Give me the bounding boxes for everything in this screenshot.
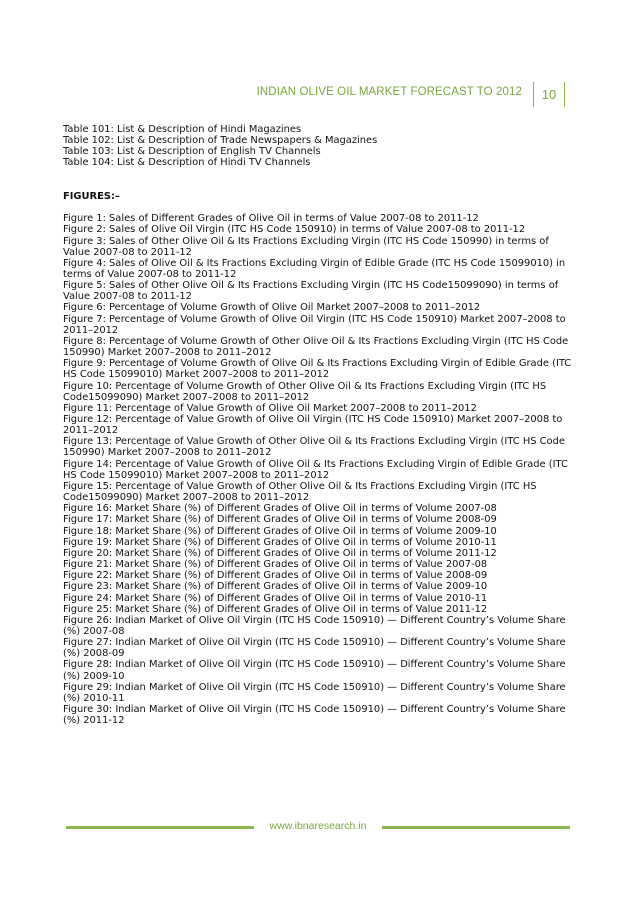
figure-list-line: Figure 7: Percentage of Volume Growth of Olive Oil Virgin (ITC HS Code 150910) Market 2007–2008 to bbox=[63, 313, 566, 325]
figure-list-line: Figure 25: Market Share (%) of Different Grades of Olive Oil in terms of Value 2011-12 bbox=[63, 603, 488, 615]
figure-list-line: Figure 23: Market Share (%) of Different Grades of Olive Oil in terms of Value 2009-10 bbox=[63, 581, 488, 593]
figure-list-line: (%) 2010-11 bbox=[63, 692, 125, 704]
footer-rule-right bbox=[382, 826, 570, 829]
figure-list-line: Figure 14: Percentage of Value Growth of Olive Oil & Its Fractions Excluding Virgin of Edible Grade (ITC bbox=[63, 458, 568, 470]
figure-list-line: (%) 2007-08 bbox=[63, 625, 125, 637]
figure-list-line: HS Code 15099010) Market 2007–2008 to 2011–2012 bbox=[63, 369, 330, 381]
figure-list-line: (%) 2008-09 bbox=[63, 648, 125, 660]
figure-list-line: Figure 27: Indian Market of Olive Oil Virgin (ITC HS Code 150910) — Different Country’s Volume Share bbox=[63, 637, 566, 649]
figure-list-line: Figure 8: Percentage of Volume Growth of Other Olive Oil & Its Fractions Excluding Virgin (ITC HS Code bbox=[63, 335, 569, 347]
figure-list-line: Figure 21: Market Share (%) of Different Grades of Olive Oil in terms of Value 2007-08 bbox=[63, 559, 488, 571]
table-list-item: Table 104: List & Description of Hindi TV Channels bbox=[63, 157, 311, 169]
figure-list-line: Figure 11: Percentage of Value Growth of Olive Oil Market 2007–2008 to 2011–2012 bbox=[63, 402, 477, 414]
footer-rule-left bbox=[66, 826, 254, 829]
spacer bbox=[63, 202, 571, 213]
figure-list-line: Figure 1: Sales of Different Grades of Olive Oil in terms of Value 2007-08 to 2011-12 bbox=[63, 213, 479, 225]
spacer bbox=[63, 169, 571, 180]
footer-url[interactable]: www.ibnaresearch.in bbox=[269, 820, 367, 832]
figure-list-line: terms of Value 2007-08 to 2011-12 bbox=[63, 268, 237, 280]
figure-list-line: Figure 5: Sales of Other Olive Oil & Its Fractions Excluding Virgin (ITC HS Code15099090) in terms of bbox=[63, 280, 559, 292]
figure-list-line: Code15099090) Market 2007–2008 to 2011–2012 bbox=[63, 391, 310, 403]
header-title: INDIAN OLIVE OIL MARKET FORECAST TO 2012 bbox=[256, 86, 522, 98]
figure-list-line: Figure 9: Percentage of Volume Growth of Olive Oil & Its Fractions Excluding Virgin of Edible Grade (ITC bbox=[63, 358, 572, 370]
figure-list-line: Value 2007-08 to 2011-12 bbox=[63, 291, 192, 303]
figure-list-line: Figure 13: Percentage of Value Growth of Other Olive Oil & Its Fractions Excluding Virgin (ITC HS Code bbox=[63, 436, 565, 448]
figure-list-line: (%) 2011-12 bbox=[63, 715, 125, 727]
table-list-item: Table 101: List & Description of Hindi Magazines bbox=[63, 124, 302, 135]
figure-list bbox=[63, 213, 571, 726]
figure-list-line: Figure 16: Market Share (%) of Different Grades of Olive Oil in terms of Volume 2007-08 bbox=[63, 503, 497, 515]
figure-list-line: (%) 2009-10 bbox=[63, 670, 125, 682]
figure-list-line: Figure 30: Indian Market of Olive Oil Virgin (ITC HS Code 150910) — Different Country’s Volume Share bbox=[63, 704, 566, 716]
page-number: 10 bbox=[533, 82, 565, 107]
figure-list-line: Figure 26: Indian Market of Olive Oil Virgin (ITC HS Code 150910) — Different Country’s Volume Share bbox=[63, 614, 566, 626]
figure-list-line: HS Code 15099010) Market 2007–2008 to 2011–2012 bbox=[63, 469, 330, 481]
figure-list-line: Code15099090) Market 2007–2008 to 2011–2012 bbox=[63, 492, 310, 504]
figure-list-line: Figure 6: Percentage of Volume Growth of Olive Oil Market 2007–2008 to 2011–2012 bbox=[63, 302, 481, 314]
figure-list-line: Figure 3: Sales of Other Olive Oil & Its Fractions Excluding Virgin (ITC HS Code 150990) in terms of bbox=[63, 235, 549, 247]
figure-list-line: Figure 12: Percentage of Value Growth of Olive Oil Virgin (ITC HS Code 150910) Market 2007–2008 to bbox=[63, 414, 563, 426]
figure-list-line: Figure 4: Sales of Olive Oil & Its Fractions Excluding Virgin of Edible Grade (ITC HS Code 15099010) in bbox=[63, 257, 566, 269]
figure-list-line: 2011–2012 bbox=[63, 425, 119, 437]
table-list bbox=[63, 124, 571, 169]
figure-list-line: Figure 10: Percentage of Volume Growth of Other Olive Oil & Its Fractions Excluding Virgin (ITC HS bbox=[63, 380, 547, 392]
figure-list-line: Figure 24: Market Share (%) of Different Grades of Olive Oil in terms of Value 2010-11 bbox=[63, 592, 488, 604]
spacer bbox=[63, 180, 571, 191]
figure-list-line: Value 2007-08 to 2011-12 bbox=[63, 246, 192, 258]
figure-list-line: Figure 18: Market Share (%) of Different Grades of Olive Oil in terms of Volume 2009-10 bbox=[63, 525, 497, 537]
figure-list-line: Figure 19: Market Share (%) of Different Grades of Olive Oil in terms of Volume 2010-11 bbox=[63, 536, 497, 548]
figure-list-line: Figure 29: Indian Market of Olive Oil Virgin (ITC HS Code 150910) — Different Country’s Volume Share bbox=[63, 681, 566, 693]
figure-list-line: Figure 15: Percentage of Value Growth of Other Olive Oil & Its Fractions Excluding Virgin (ITC HS bbox=[63, 480, 537, 492]
figure-list-line: 2011–2012 bbox=[63, 324, 119, 336]
figure-list-line: 150990) Market 2007–2008 to 2011–2012 bbox=[63, 447, 272, 459]
page-content bbox=[63, 124, 571, 726]
table-list-item: Table 103: List & Description of English TV Channels bbox=[63, 146, 321, 158]
figure-list-line: Figure 28: Indian Market of Olive Oil Virgin (ITC HS Code 150910) — Different Country’s Volume Share bbox=[63, 659, 566, 671]
figure-list-line: Figure 2: Sales of Olive Oil Virgin (ITC HS Code 150910) in terms of Value 2007-08 to 2011-12 bbox=[63, 224, 526, 236]
table-list-item: Table 102: List & Description of Trade Newspapers & Magazines bbox=[63, 135, 378, 147]
figure-list-line: 150990) Market 2007–2008 to 2011–2012 bbox=[63, 347, 272, 359]
figures-heading: FIGURES:– bbox=[63, 190, 120, 202]
figure-list-line: Figure 17: Market Share (%) of Different Grades of Olive Oil in terms of Volume 2008-09 bbox=[63, 514, 497, 526]
figure-list-line: Figure 20: Market Share (%) of Different Grades of Olive Oil in terms of Volume 2011-12 bbox=[63, 547, 497, 559]
figure-list-line: Figure 22: Market Share (%) of Different Grades of Olive Oil in terms of Value 2008-09 bbox=[63, 570, 488, 582]
